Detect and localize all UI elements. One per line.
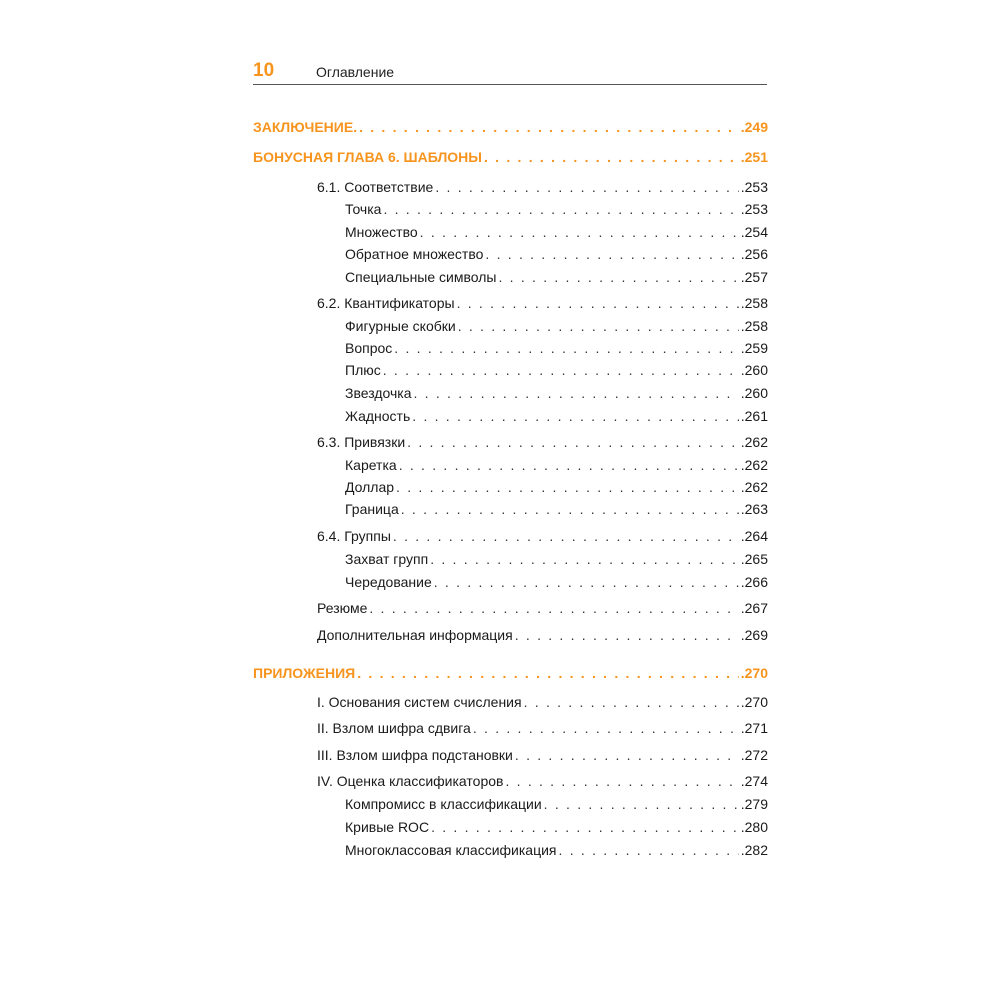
toc-label: Фигурные скобки bbox=[345, 318, 456, 334]
toc-subsection[interactable] bbox=[345, 550, 768, 568]
toc-page: .263 bbox=[740, 501, 768, 517]
toc-subsection[interactable] bbox=[345, 384, 768, 402]
dot-leader bbox=[359, 118, 739, 136]
toc-subsection[interactable] bbox=[345, 317, 768, 335]
dot-leader bbox=[498, 268, 738, 286]
dot-leader bbox=[393, 527, 739, 545]
toc-page: .264 bbox=[740, 528, 768, 544]
toc-page: .271 bbox=[740, 720, 768, 736]
dot-leader bbox=[383, 361, 739, 379]
dot-leader bbox=[430, 550, 739, 568]
dot-leader bbox=[485, 245, 738, 263]
toc-label: Каретка bbox=[345, 457, 397, 473]
toc-section[interactable] bbox=[317, 178, 768, 196]
dot-leader bbox=[412, 407, 738, 425]
toc-label: Доллар bbox=[345, 479, 395, 495]
toc-label: Плюс bbox=[345, 362, 381, 378]
toc-label: ЗАКЛЮЧЕНИЕ. bbox=[253, 119, 358, 135]
toc-label: Захват групп bbox=[345, 551, 429, 567]
page-number: 10 bbox=[253, 60, 275, 81]
toc-subsection[interactable] bbox=[345, 795, 768, 813]
toc-section[interactable] bbox=[317, 626, 768, 644]
dot-leader bbox=[369, 599, 738, 617]
toc-label: Специальные символы bbox=[345, 269, 497, 285]
toc-page: .272 bbox=[740, 747, 768, 763]
toc-chapter[interactable] bbox=[253, 118, 768, 136]
toc-subsection[interactable] bbox=[345, 573, 768, 591]
toc-page: .253 bbox=[740, 201, 768, 217]
dot-leader bbox=[515, 626, 739, 644]
dot-leader bbox=[383, 200, 738, 218]
toc-page: .265 bbox=[740, 551, 768, 567]
toc-label: Вопрос bbox=[345, 340, 393, 356]
dot-leader bbox=[524, 693, 739, 711]
toc-label: 6.4. Группы bbox=[317, 528, 391, 544]
toc-label: Точка bbox=[345, 201, 382, 217]
header-title: Оглавление bbox=[316, 64, 395, 80]
toc-chapter[interactable] bbox=[253, 664, 768, 682]
dot-leader bbox=[399, 456, 739, 474]
toc-label: Многоклассовая классификация bbox=[345, 842, 557, 858]
toc-subsection[interactable] bbox=[345, 456, 768, 474]
toc-label: Резюме bbox=[317, 600, 368, 616]
toc-subsection[interactable] bbox=[345, 339, 768, 357]
toc-label: БОНУСНАЯ ГЛАВА 6. ШАБЛОНЫ bbox=[253, 149, 482, 165]
toc-page: .279 bbox=[740, 796, 768, 812]
toc-section[interactable] bbox=[317, 719, 768, 737]
dot-leader bbox=[559, 841, 739, 859]
toc-page: .270 bbox=[740, 694, 768, 710]
toc-subsection[interactable] bbox=[345, 223, 768, 241]
dot-leader bbox=[484, 148, 739, 166]
toc-subsection[interactable] bbox=[345, 407, 768, 425]
toc-subsection[interactable] bbox=[345, 500, 768, 518]
toc-subsection[interactable] bbox=[345, 841, 768, 859]
toc-page: .269 bbox=[740, 627, 768, 643]
toc-label: 6.3. Привязки bbox=[317, 434, 406, 450]
toc-label: Жадность bbox=[345, 408, 411, 424]
toc-section[interactable] bbox=[317, 433, 768, 451]
toc-label: Граница bbox=[345, 501, 399, 517]
dot-leader bbox=[401, 500, 739, 518]
dot-leader bbox=[434, 573, 739, 591]
toc-page: .257 bbox=[740, 269, 768, 285]
toc-label: 6.2. Квантификаторы bbox=[317, 295, 455, 311]
dot-leader bbox=[396, 478, 739, 496]
dot-leader bbox=[515, 746, 739, 764]
dot-leader bbox=[458, 317, 739, 335]
toc-section[interactable] bbox=[317, 772, 768, 790]
toc-page: .253 bbox=[740, 179, 768, 195]
toc-page: .262 bbox=[740, 457, 768, 473]
dot-leader bbox=[420, 223, 739, 241]
toc-page: .249 bbox=[740, 119, 768, 135]
toc-section[interactable] bbox=[317, 746, 768, 764]
toc-page: .254 bbox=[740, 224, 768, 240]
toc-page: .270 bbox=[740, 665, 768, 681]
dot-leader bbox=[357, 664, 739, 682]
toc-page: .260 bbox=[740, 385, 768, 401]
toc-page: .280 bbox=[740, 819, 768, 835]
toc-label: 6.1. Соответствие bbox=[317, 179, 434, 195]
toc-page: .258 bbox=[740, 295, 768, 311]
toc-page: .261 bbox=[740, 408, 768, 424]
toc-subsection[interactable] bbox=[345, 245, 768, 263]
dot-leader bbox=[544, 795, 739, 813]
toc-label: Чередование bbox=[345, 574, 432, 590]
toc-section[interactable] bbox=[317, 527, 768, 545]
toc-page: .266 bbox=[740, 574, 768, 590]
dot-leader bbox=[431, 818, 739, 836]
dot-leader bbox=[407, 433, 739, 451]
toc-section[interactable] bbox=[317, 599, 768, 617]
toc-page: .251 bbox=[740, 149, 768, 165]
toc-page: .262 bbox=[740, 434, 768, 450]
toc-label: Звездочка bbox=[345, 385, 412, 401]
dot-leader bbox=[435, 178, 738, 196]
toc-subsection[interactable] bbox=[345, 818, 768, 836]
toc-section[interactable] bbox=[317, 294, 768, 312]
toc-page: .262 bbox=[740, 479, 768, 495]
toc-section[interactable] bbox=[317, 693, 768, 711]
toc-subsection[interactable] bbox=[345, 200, 768, 218]
toc-label: II. Взлом шифра сдвига bbox=[317, 720, 471, 736]
toc-page: .274 bbox=[740, 773, 768, 789]
dot-leader bbox=[473, 719, 739, 737]
toc-label: Кривые ROC bbox=[345, 819, 430, 835]
toc-label: Обратное множество bbox=[345, 246, 484, 262]
toc-page: .267 bbox=[740, 600, 768, 616]
toc-label: Множество bbox=[345, 224, 418, 240]
toc-label: IV. Оценка классификаторов bbox=[317, 773, 504, 789]
toc-subsection[interactable] bbox=[345, 268, 768, 286]
toc-page: .259 bbox=[740, 340, 768, 356]
toc-subsection[interactable] bbox=[345, 478, 768, 496]
toc-chapter[interactable] bbox=[253, 148, 768, 166]
toc-page: .256 bbox=[740, 246, 768, 262]
toc-subsection[interactable] bbox=[345, 361, 768, 379]
toc-label: I. Основания систем счисления bbox=[317, 694, 522, 710]
toc-label: Компромисс в классификации bbox=[345, 796, 542, 812]
toc-page: .260 bbox=[740, 362, 768, 378]
dot-leader bbox=[394, 339, 738, 357]
toc-label: ПРИЛОЖЕНИЯ bbox=[253, 665, 356, 681]
dot-leader bbox=[505, 772, 738, 790]
toc-page: .258 bbox=[740, 318, 768, 334]
dot-leader bbox=[414, 384, 739, 402]
toc-label: III. Взлом шифра подстановки bbox=[317, 747, 513, 763]
page-header bbox=[253, 60, 767, 85]
toc-label: Дополнительная информация bbox=[317, 627, 513, 643]
toc-page: .282 bbox=[740, 842, 768, 858]
dot-leader bbox=[457, 294, 739, 312]
